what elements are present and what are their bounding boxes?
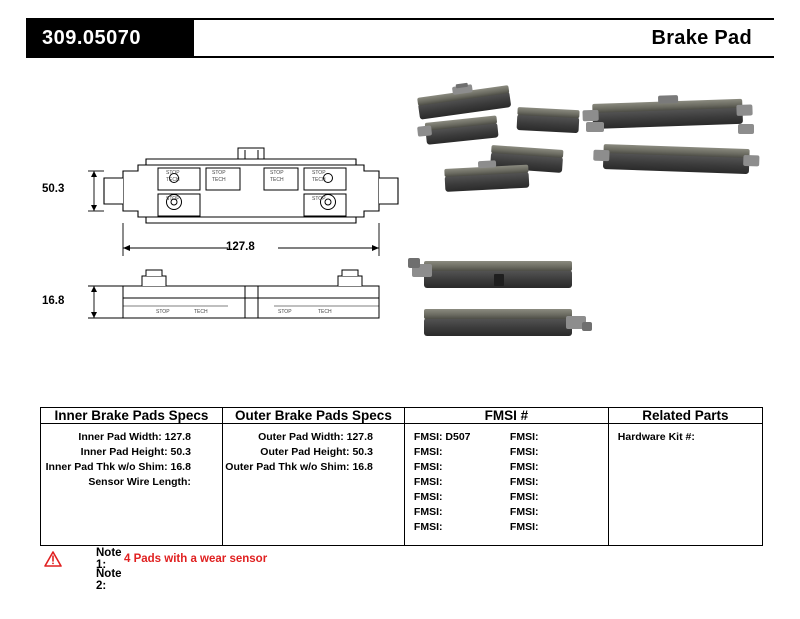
specs-table [40, 407, 763, 546]
fmsi-row [405, 475, 608, 490]
specs-body-row [41, 424, 763, 546]
svg-text:STOP: STOP [278, 309, 292, 315]
cell-outer-specs [222, 424, 404, 546]
pad-mark: TECH [212, 177, 226, 183]
column-header-related: Related Parts [608, 408, 762, 424]
technical-drawing [26, 70, 774, 390]
note-row-1 [40, 548, 540, 569]
pad-mark: TECH [166, 177, 180, 183]
fmsi-right: FMSI: [509, 431, 539, 443]
fmsi-row [405, 430, 608, 445]
fmsi-left: FMSI: [413, 506, 443, 518]
fmsi-right: FMSI: [509, 476, 539, 488]
fmsi-row [405, 505, 608, 520]
cell-related-parts [608, 424, 762, 546]
note-1-text: 4 Pads with a wear sensor [124, 552, 268, 565]
inner-pad-thickness: Inner Pad Thk w/o Shim: 16.8 [45, 461, 191, 473]
pad-mark: STOP [270, 170, 284, 176]
dimension-height: 50.3 [42, 183, 65, 195]
fmsi-left: FMSI: [413, 461, 443, 473]
fmsi-right: FMSI: [509, 521, 539, 533]
pad-photo-group-3 [408, 258, 592, 336]
note-2-label: Note 2: [96, 567, 122, 592]
pad-mark: TECH [270, 177, 284, 183]
pad-mark: STOP [312, 170, 326, 176]
warning-icon [40, 551, 66, 567]
inner-pad-height: Inner Pad Height: 50.3 [80, 446, 191, 458]
fmsi-left: FMSI: D507 [413, 431, 471, 443]
note-1-label: Note 1: [96, 546, 122, 571]
cell-fmsi [404, 424, 608, 546]
dimension-thickness: 16.8 [42, 295, 65, 307]
sensor-wire-length: Sensor Wire Length: [88, 476, 191, 488]
pad-mark: STOP [166, 196, 180, 202]
column-header-inner: Inner Brake Pads Specs [41, 408, 223, 424]
page-title: Brake Pad [651, 26, 752, 49]
pad-mark: STOP [312, 196, 326, 202]
pad-mark: STOP [212, 170, 226, 176]
fmsi-right: FMSI: [509, 446, 539, 458]
note-row-2 [40, 569, 540, 590]
svg-text:STOP: STOP [156, 309, 170, 315]
pad-mark: TECH [312, 177, 326, 183]
fmsi-left: FMSI: [413, 521, 443, 533]
fmsi-row [405, 460, 608, 475]
column-header-outer: Outer Brake Pads Specs [222, 408, 404, 424]
hardware-kit-number: Hardware Kit #: [617, 431, 695, 443]
pad-photo-group-2 [582, 92, 760, 174]
fmsi-row [405, 520, 608, 535]
fmsi-left: FMSI: [413, 446, 443, 458]
part-number: 309.05070 [26, 20, 194, 56]
svg-text:TECH: TECH [194, 309, 208, 315]
fmsi-left: FMSI: [413, 491, 443, 503]
pad-mark: STOP [166, 170, 180, 176]
outer-pad-width: Outer Pad Width: 127.8 [258, 431, 373, 443]
pad-photo-group-1 [416, 77, 580, 192]
column-header-fmsi: FMSI # [404, 408, 608, 424]
fmsi-left: FMSI: [413, 476, 443, 488]
outer-pad-height: Outer Pad Height: 50.3 [260, 446, 373, 458]
fmsi-right: FMSI: [509, 491, 539, 503]
fmsi-right: FMSI: [509, 461, 539, 473]
specs-header-row [41, 408, 763, 424]
header-bar [26, 18, 774, 58]
fmsi-right: FMSI: [509, 506, 539, 518]
fmsi-row [405, 445, 608, 460]
fmsi-row [405, 490, 608, 505]
outer-pad-thickness: Outer Pad Thk w/o Shim: 16.8 [225, 461, 373, 473]
inner-pad-width: Inner Pad Width: 127.8 [78, 431, 191, 443]
svg-text:TECH: TECH [318, 309, 332, 315]
header-spacer [194, 20, 651, 56]
notes-section [40, 548, 540, 590]
cell-inner-specs [41, 424, 223, 546]
dimension-width: 127.8 [226, 241, 255, 253]
drawing-area [26, 70, 774, 390]
